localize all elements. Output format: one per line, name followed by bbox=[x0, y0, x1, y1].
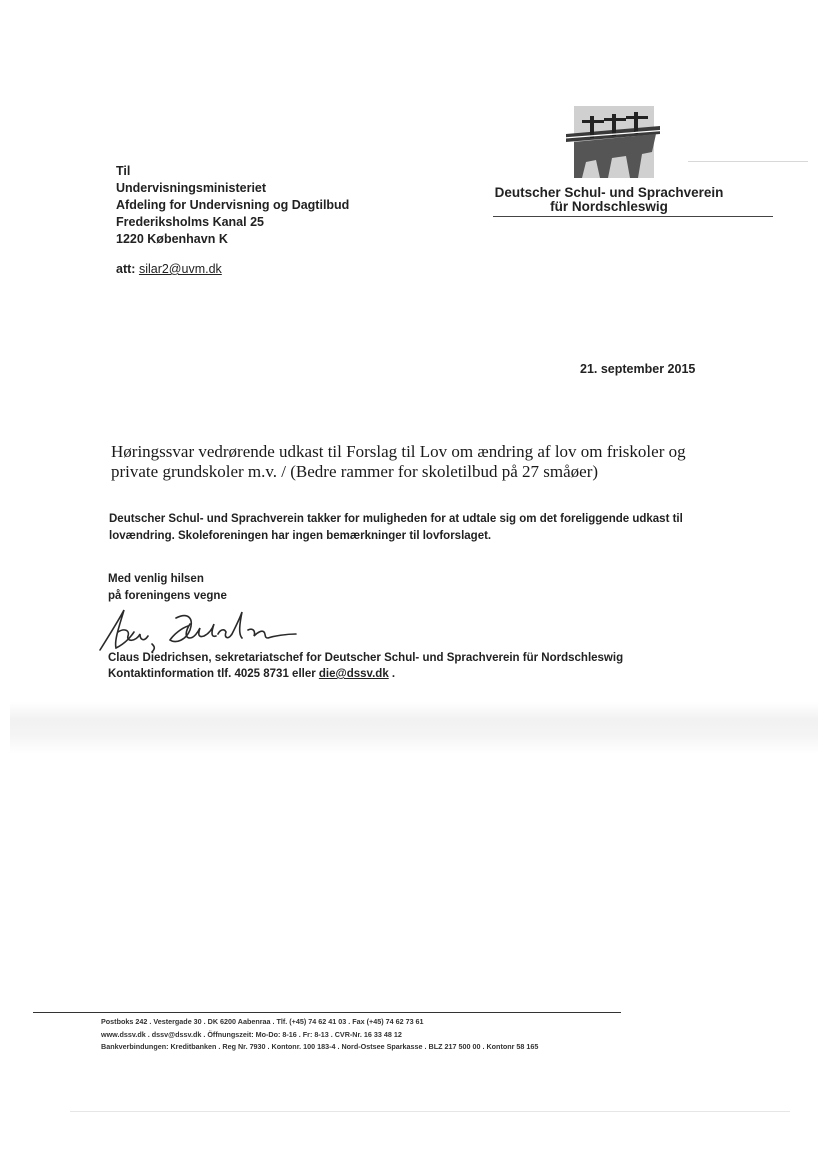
footer-line: Bankverbindungen: Kreditbanken . Reg Nr. 7930 . Kontonr. 100 183-4 . Nord-Ostsee Sparkasse . BLZ 217 500 00 . Kontonr 58 165 bbox=[101, 1042, 539, 1051]
handwritten-signature bbox=[90, 604, 300, 656]
closing-line: på foreningens vegne bbox=[108, 590, 227, 602]
letter-body bbox=[109, 511, 709, 545]
closing-line: Med venlig hilsen bbox=[108, 573, 204, 585]
footer-line: Postboks 242 . Vestergade 30 . DK 6200 Aabenraa . Tlf. (+45) 74 62 41 03 . Fax (+45) 74 62 73 61 bbox=[101, 1017, 424, 1026]
footer-line: www.dssv.dk . dssv@dssv.dk . Öffnungszeit: Mo-Do: 8-16 . Fr: 8-13 . CVR-Nr. 16 33 48 12 bbox=[101, 1029, 402, 1039]
recipient-line: Afdeling for Undervisning og Dagtilbud bbox=[116, 198, 350, 212]
recipient-address bbox=[116, 163, 349, 248]
letter-footer bbox=[101, 1016, 538, 1054]
closing-greeting bbox=[108, 571, 227, 605]
contact-prefix: Kontaktinformation tlf. 4025 8731 eller bbox=[108, 668, 316, 680]
recipient-line: Frederiksholms Kanal 25 bbox=[116, 215, 264, 229]
organization-name-line1: Deutscher Schul- und Sprachverein bbox=[494, 185, 724, 200]
subject-line: private grundskoler m.v. / (Bedre rammer for skoletilbud på 27 småøer) bbox=[111, 462, 599, 481]
signature-text: Claus Diedrichsen bbox=[90, 604, 99, 605]
contact-suffix: . bbox=[391, 668, 396, 680]
attention-email-link[interactable]: silar2@uvm.dk bbox=[138, 262, 222, 276]
signer-info bbox=[108, 650, 623, 682]
signer-name-title: Claus Diedrichsen, sekretariatschef for Deutscher Schul- und Sprachverein für Nordschleswig bbox=[108, 652, 624, 664]
body-line: lovændring. Skoleforeningen har ingen bemærkninger til lovforslaget. bbox=[109, 530, 492, 542]
organization-name-line2: für Nordschleswig bbox=[550, 199, 668, 214]
recipient-line: Til bbox=[116, 164, 131, 178]
recipient-line: 1220 København K bbox=[116, 232, 228, 246]
contact-email-link[interactable]: die@dssv.dk bbox=[318, 668, 389, 680]
attention-label: att: bbox=[116, 262, 136, 276]
letter-date: 21. september 2015 bbox=[580, 362, 696, 376]
attention-line bbox=[116, 262, 222, 276]
organization-logo-icon bbox=[560, 104, 672, 182]
faint-rule bbox=[688, 161, 808, 162]
contact-line bbox=[108, 666, 623, 682]
scan-artifact-band bbox=[10, 702, 818, 754]
header-divider bbox=[493, 216, 773, 217]
footer-divider bbox=[33, 1012, 621, 1013]
letter-subject bbox=[111, 442, 711, 482]
recipient-line: Undervisningsministeriet bbox=[116, 181, 267, 195]
body-line: Deutscher Schul- und Sprachverein takker for muligheden for at udtale sig om det foreliggende udkast til bbox=[109, 513, 683, 525]
organization-name bbox=[476, 186, 742, 214]
faint-rule bbox=[70, 1111, 790, 1112]
subject-line: Høringssvar vedrørende udkast til Forslag til Lov om ændring af lov om friskoler og bbox=[111, 442, 686, 461]
